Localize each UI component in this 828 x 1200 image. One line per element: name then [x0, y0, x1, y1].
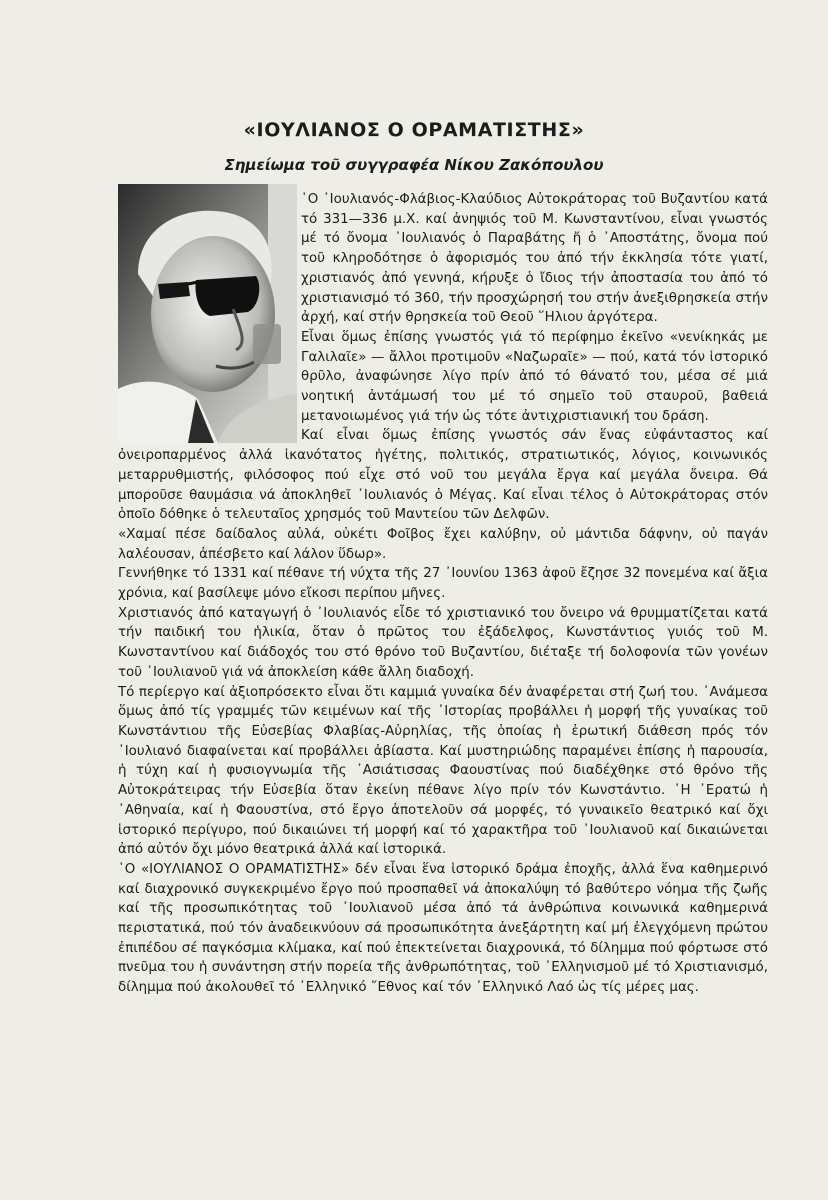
article-body — [118, 190, 768, 998]
photo-float-spacer — [118, 190, 301, 444]
paragraph: ῾Ο ᾿Ιουλιανός-Φλάβιος-Κλαύδιος Αὐτοκράτορας τοῦ Βυζαντίου κατά τό 331—336 μ.Χ. καί ἀνηψιός τοῦ Μ. Κωνσταντίνου, εἶναι γνωστός μέ τό ὄνομα ᾿Ιουλιανός ὁ Παραβάτης ἤ ὁ ᾿Αποστάτης, ὄνομα πού τοῦ κληροδότησε ὁ ἀφορισμός του ἀπό τήν ἐκκλησία τότε γιατί, χριστιανός ἀπό γεννηά, κήρυξε ὁ ἴδιος τήν ἀποστασία του ἀπό τό χριστιανισμό τό 360, τήν προσχώρησή του στήν ἀνεξιθρησκεία στήν ἀρχή, καί στήν θρησκεία τοῦ Θεοῦ ῞Ηλιου ἀργότερα. — [301, 192, 768, 326]
document-title: «ΙΟΥΛΙΑΝΟΣ Ο ΟΡΑΜΑΤΙΣΤΗΣ» — [243, 119, 585, 141]
paragraph: Γεννήθηκε τό 1331 καί πέθανε τή νύχτα τῆς 27 ᾿Ιουνίου 1363 ἀφοῦ ἔζησε 32 πονεμένα καί ἄξια χρόνια, καί βασίλεψε μόνο εἴκοσι περίπου μῆνες. — [118, 566, 768, 602]
paragraph: ῾Ο «ΙΟΥΛΙΑΝΟΣ Ο ΟΡΑΜΑΤΙΣΤΗΣ» δέν εἶναι ἕνα ἱστορικό δράμα ἐποχῆς, ἀλλά ἕνα καθημερινό καί διαχρονικό συγκεκριμένο ἔργο πού προσπαθεῖ νά ἀποκαλύψη τό βαθύτερο νόημα τῆς ζωῆς καί τῆς προσωπικότητας τοῦ ᾿Ιουλιανοῦ μέσα ἀπό τά ἀνθρώπινα κοινωνικά καθημερινά περιστατικά, πού τόν ἀναδεικνύουν σά προσωπικότητα ἀνεξάρτητη καί μή ἐλεγχόμενη πρώτου ἐπιπέδου σέ παγκόσμια κλίμακα, καί πού ἐπεκτείνεται διαχρονικά, τό δίλημμα πού φόρτωσε στό πνεῦμα του ἡ συνάντηση στήν πορεία τῆς ἀνθρωπότητας, τοῦ ᾿Ελληνισμοῦ μέ τό Χριστιανισμό, δίλημμα πού ἀκολουθεῖ τό ᾿Ελληνικό ῎Εθνος καί τόν ᾿Ελληνικό Λαό ὡς τίς μέρες μας. — [118, 861, 768, 996]
paragraph: Τό περίεργο καί ἀξιοπρόσεκτο εἶναι ὅτι καμμιά γυναίκα δέν ἀναφέρεται στή ζωή του. ᾿Ανάμεσα ὅμως ἀπό τίς γραμμές τῶν κειμένων καί τῆς ᾿Ιστορίας προβάλλει ἡ μορφή τῆς γυναίκας τοῦ Κωνστάντιου τῆς Εὐσεβίας Φλαβίας-Αὐρηλίας, τῆς ὁποίας ἡ ἐρωτική διάθεση πρός τόν ᾿Ιουλιανό διαφαίνεται καί προβάλλει ἀβίαστα. Καί μυστηριώδης παραμένει ἐπίσης ἡ παρουσία, ἡ τύχη καί ἡ φυσιογνωμία τῆς ᾿Ασιάτισσας Φαουστίνας πού διαδέχθηκε στό θρόνο τῆς Αὐτοκράτειρας τήν Εὐσεβία ὅταν ἐκείνη πέθανε λίγο πρίν τόν Κωνστάντιο. ῾Η ᾿Ερατώ ἡ ᾿Αθηναία, καί ἡ Φαουστίνα, στό ἔργο ἀποτελοῦν σά μορφές, τό γυναικεῖο θεατρικό καί ὄχι ἱστορικό περίγυρο, πού δικαιώνει τή μορφή καί τό χαρακτῆρα τοῦ ᾿Ιουλιανοῦ καί δικαιώνεται ἀπό αὐτόν ὄχι μόνο θεατρικά ἀλλά καί ἱστορικά. — [118, 684, 768, 858]
paragraph: Καί εἶναι ὅμως ἐπίσης γνωστός σάν ἕνας εὐφάνταστος καί ὀνειροπαρμένος ἀλλά ἱκανότατος ἡγέτης, πολιτικός, στρατιωτικός, λόγιος, κοινωνικός μεταρρυθμιστής, φιλόσοφος πού εἶχε στό νοῦ του μεγάλα ἔργα καί μεγάλα ὄνειρα. Θά μποροῦσε θαυμάσια νά ἀποκληθεῖ ᾿Ιουλιανός ὁ Μέγας. Καί εἶναι τέλος ὁ Αὐτοκράτορας στόν ὁποῖο δόθηκε ὁ τελευταῖος χρησμός τοῦ Μαντείου τῶν Δελφῶν. — [118, 428, 768, 523]
document-subtitle: Σημείωμα τοῦ συγγραφέα Νίκου Ζακόπουλου — [224, 156, 604, 174]
paragraph: Εἶναι ὅμως ἐπίσης γνωστός γιά τό περίφημο ἐκεῖνο «νενίκηκάς με Γαλιλαῖε» — ἄλλοι προτιμοῦν «Ναζωραῖε» — πού, κατά τόν ἱστορικό θρῦλο, ἀναφώνησε λίγο πρίν ἀπό τό θάνατό του, μέσα σέ μιά νοητική ἀντάμωσή του μέ τό σημεῖο τοῦ σταυροῦ, βαθειά μετανοιωμένος γιά τήν ὡς τότε ἀντιχριστιανική του δράση. — [301, 329, 768, 424]
paragraph: Χριστιανός ἀπό καταγωγή ὁ ᾿Ιουλιανός εἶδε τό χριστιανικό του ὄνειρο νά θρυμματίζεται κατά τήν παιδική του ἡλικία, ὅταν ὁ πρῶτος του ἐξάδελφος, Κωνστάντιος γυιός τοῦ Μ. Κωνσταντίνου καί διάδοχός του στό θρόνο τοῦ Βυζαντίου, διέταξε τή δολοφονία τῶν γονέων τοῦ ᾿Ιουλιανοῦ γιά νά ἀποκλείση κάθε ἄλλη διαδοχή. — [118, 605, 768, 680]
quote-paragraph: «Χαμαί πέσε δαίδαλος αὐλά, οὐκέτι Φοῖβος ἔχει καλύβην, οὐ μάντιδα δάφνην, οὐ παγάν λαλέουσαν, ἀπέσβετο καί λάλον ὕδωρ». — [118, 526, 768, 562]
